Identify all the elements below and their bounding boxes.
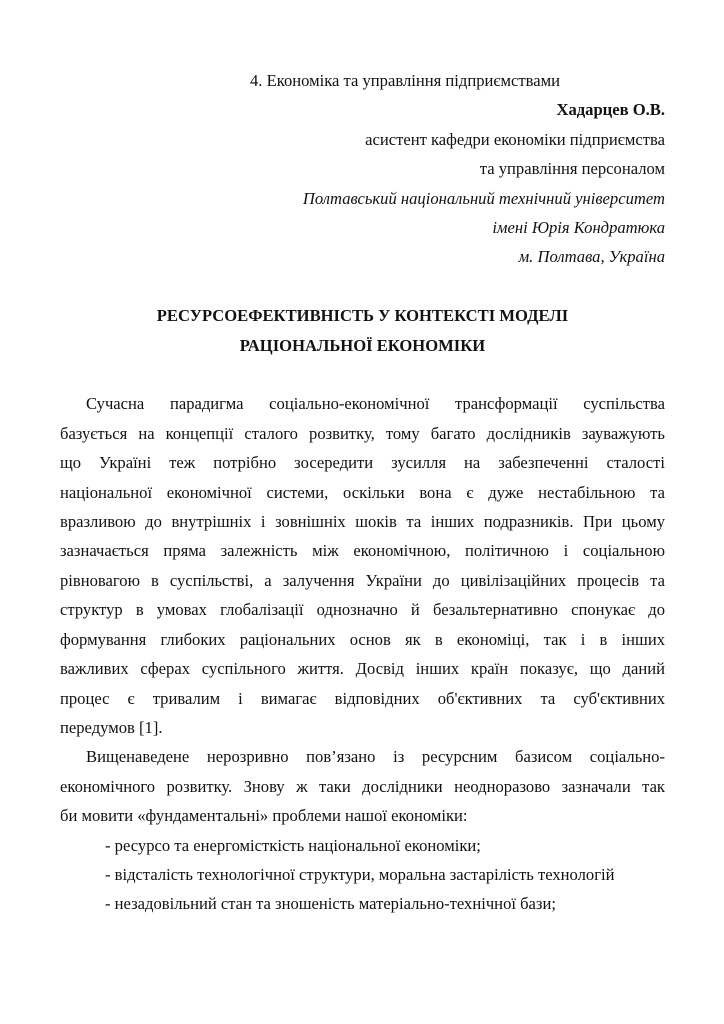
body-line: що Україні теж потрібно зосередити зусилля на забезпеченні сталості bbox=[60, 453, 665, 473]
body-line: передумов [1]. bbox=[60, 717, 163, 737]
body-line: Сучасна парадигма соціально-економічної трансформації суспільства bbox=[86, 394, 665, 414]
body-line: вразливою до внутрішніх і зовнішніх шоків та інших подразників. При цьому bbox=[60, 512, 665, 532]
affiliation-line: імені Юрія Кондратюка bbox=[492, 218, 665, 238]
body-line: важливих сферах суспільного життя. Досвід інших країн показує, що даний bbox=[60, 659, 665, 679]
body-line: формування глибоких раціональних основ як в економіці, так і в інших bbox=[60, 629, 665, 649]
bullet-item: - незадовільний стан та зношеність матеріально-технічної бази; bbox=[105, 894, 556, 914]
body-paragraph bbox=[60, 389, 665, 742]
affiliation-line: м. Полтава, Україна bbox=[518, 247, 665, 267]
affiliation-line: Полтавський національний технічний університет bbox=[302, 188, 665, 208]
page-content bbox=[60, 66, 665, 919]
paper-title-line: РЕСУРСОЕФЕКТИВНІСТЬ У КОНТЕКСТІ МОДЕЛІ bbox=[156, 306, 569, 326]
body-paragraph bbox=[60, 742, 665, 830]
bullet-item: - ресурсо та енергомісткість національної економіки; bbox=[105, 835, 481, 855]
author-position-line: асистент кафедри економіки підприємства bbox=[365, 129, 665, 149]
bullet-item: - відсталість технологічної структури, моральна застарілість технологій bbox=[105, 864, 615, 884]
body-line: би мовити «фундаментальні» проблеми нашої економіки: bbox=[60, 806, 468, 826]
body-line: базується на концепції сталого розвитку, тому багато дослідників зауважують bbox=[60, 423, 665, 443]
paper-title bbox=[60, 301, 665, 360]
body-line: економічного розвитку. Знову ж таки дослідники неодноразово зазначали так bbox=[60, 776, 665, 796]
section-heading: 4. Економіка та управління підприємствами bbox=[250, 71, 560, 90]
body-line: зазначається пряма залежність між економічною, політичною і соціальною bbox=[60, 541, 665, 561]
body-line: рівновагою в суспільстві, а залучення України до цивілізаційних процесів та bbox=[60, 570, 665, 590]
author-position-line: та управління персоналом bbox=[479, 159, 665, 179]
author-name: Хадарцев О.В. bbox=[556, 100, 665, 120]
body-line: національної економічної системи, оскільки вона є дуже нестабільною та bbox=[60, 482, 665, 502]
body-line: процес є тривалим і вимагає відповідних об'єктивних та суб'єктивних bbox=[60, 688, 665, 708]
paper-title-line: РАЦІОНАЛЬНОЇ ЕКОНОМІКИ bbox=[239, 335, 486, 355]
body-line: Вищенаведене нерозривно пов’язано із ресурсним базисом соціально- bbox=[86, 747, 665, 767]
bullet-list bbox=[60, 831, 665, 919]
body-line: структур в умовах глобалізації однозначно й безальтернативно спонукає до bbox=[60, 600, 665, 620]
